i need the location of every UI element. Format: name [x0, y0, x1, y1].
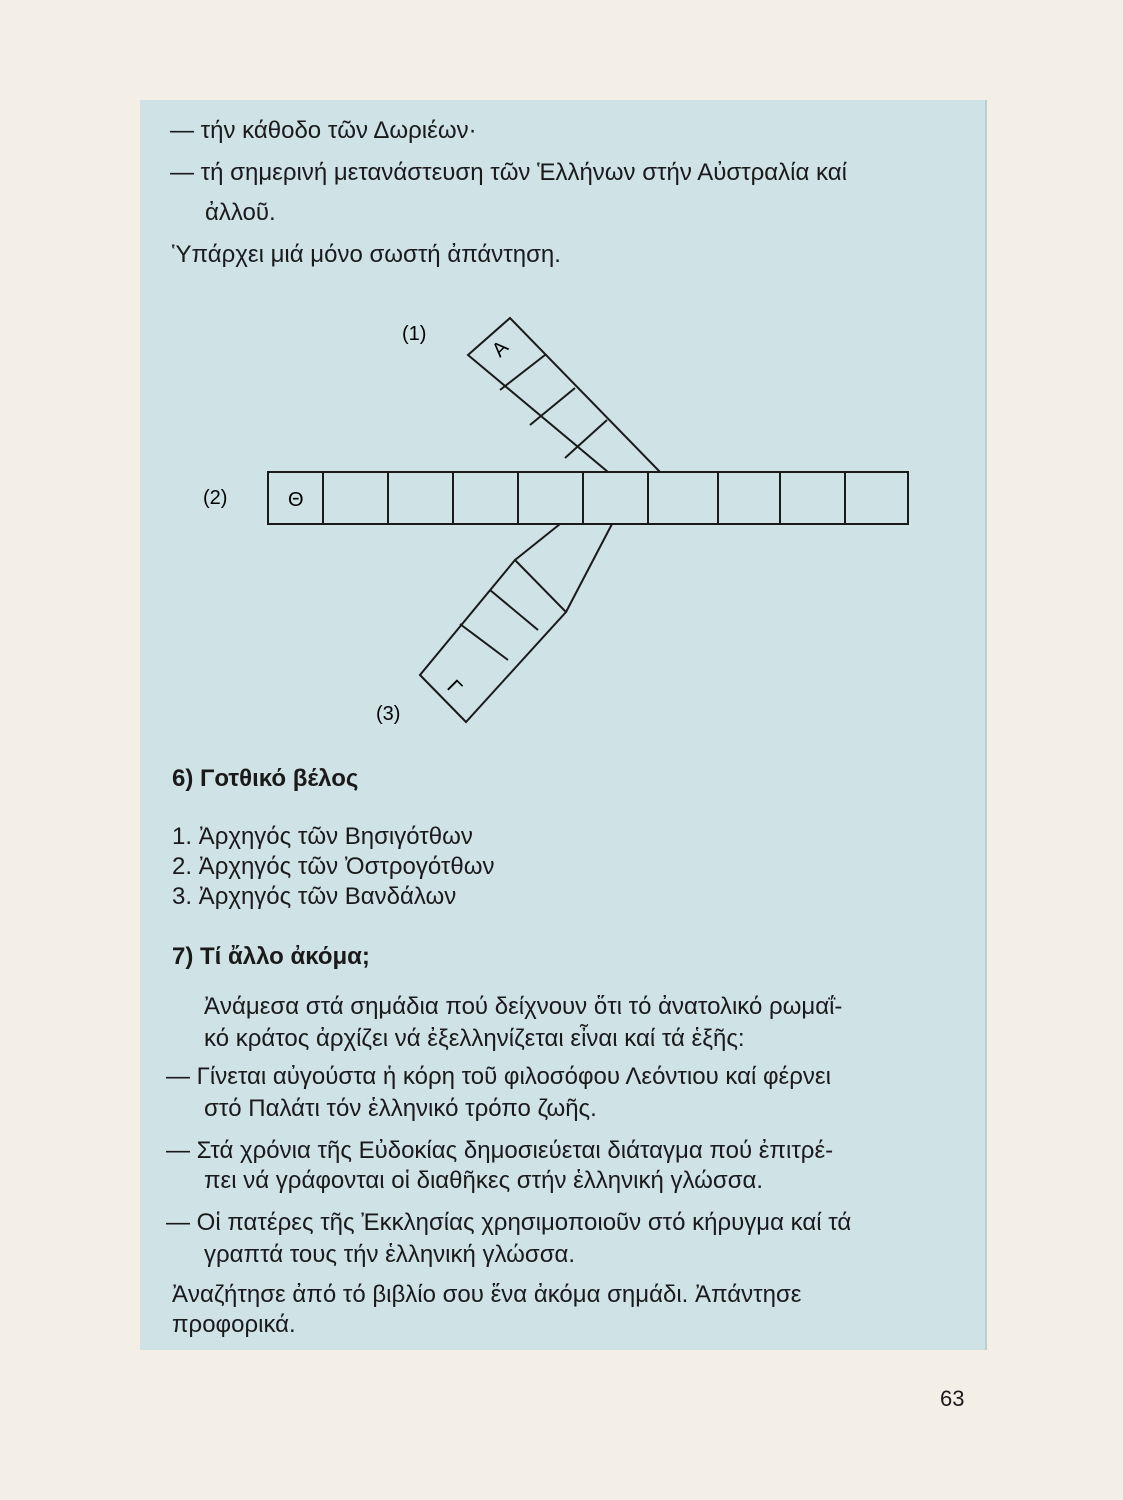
section6-title: 6) Γοτθικό βέλος	[172, 765, 359, 792]
label-3: (3)	[376, 703, 401, 725]
label-1: (1)	[402, 323, 427, 345]
section7-end-2: προφορικά.	[172, 1311, 296, 1338]
section6-item-1: 1. Ἀρχηγός τῶν Βησιγότθων	[172, 823, 473, 850]
letter-alpha: Α	[487, 336, 513, 362]
intro-item-2: — τή σημερινή μετανάστευση τῶν Ἑλλήνων στήν Αὐστραλία καί	[170, 159, 847, 186]
intro-note: Ὑπάρχει μιά μόνο σωστή ἀπάντηση.	[172, 241, 561, 268]
page-number: 63	[940, 1386, 965, 1411]
section6-item-2: 2. Ἀρχηγός τῶν Ὀστρογότθων	[172, 853, 495, 880]
letter-gamma: Γ	[442, 675, 466, 700]
label-2: (2)	[203, 487, 228, 509]
section7-intro-2: κό κράτος ἀρχίζει νά ἐξελληνίζεται εἶναι καί τά ἑξῆς:	[204, 1025, 745, 1052]
intro-item-1: — τήν κάθοδο τῶν Δωριέων·	[170, 117, 477, 144]
section7-bullet-2: — Στά χρόνια τῆς Εὐδοκίας δημοσιεύεται διάταγμα πού ἐπιτρέ-	[166, 1137, 834, 1164]
letter-theta: Θ	[288, 489, 304, 511]
section7-title: 7) Τί ἄλλο ἀκόμα;	[172, 943, 370, 970]
section7-bullet-1-cont: στό Παλάτι τόν ἑλληνικό τρόπο ζωῆς.	[204, 1095, 597, 1122]
section7-bullet-3: — Οἱ πατέρες τῆς Ἐκκλησίας χρησιμοποιοῦν στό κήρυγμα καί τά	[166, 1209, 852, 1236]
section7-bullet-3-cont: γραπτά τους τήν ἑλληνική γλώσσα.	[204, 1241, 576, 1268]
section7-intro-1: Ἀνάμεσα στά σημάδια πού δείχνουν ὅτι τό ἀνατολικό ρωμαΐ-	[204, 993, 843, 1020]
section7-bullet-1: — Γίνεται αὐγούστα ἡ κόρη τοῦ φιλοσόφου Λεόντιου καί φέρνει	[166, 1063, 831, 1090]
section6-item-3: 3. Ἀρχηγός τῶν Βανδάλων	[172, 883, 457, 910]
section7-end-1: Ἀναζήτησε ἀπό τό βιβλίο σου ἕνα ἀκόμα σημάδι. Ἀπάντησε	[172, 1281, 802, 1308]
intro-item-2-cont: ἀλλοῦ.	[205, 199, 276, 226]
section7-bullet-2-cont: πει νά γράφονται οἱ διαθῆκες στήν ἑλληνική γλώσσα.	[204, 1167, 764, 1194]
